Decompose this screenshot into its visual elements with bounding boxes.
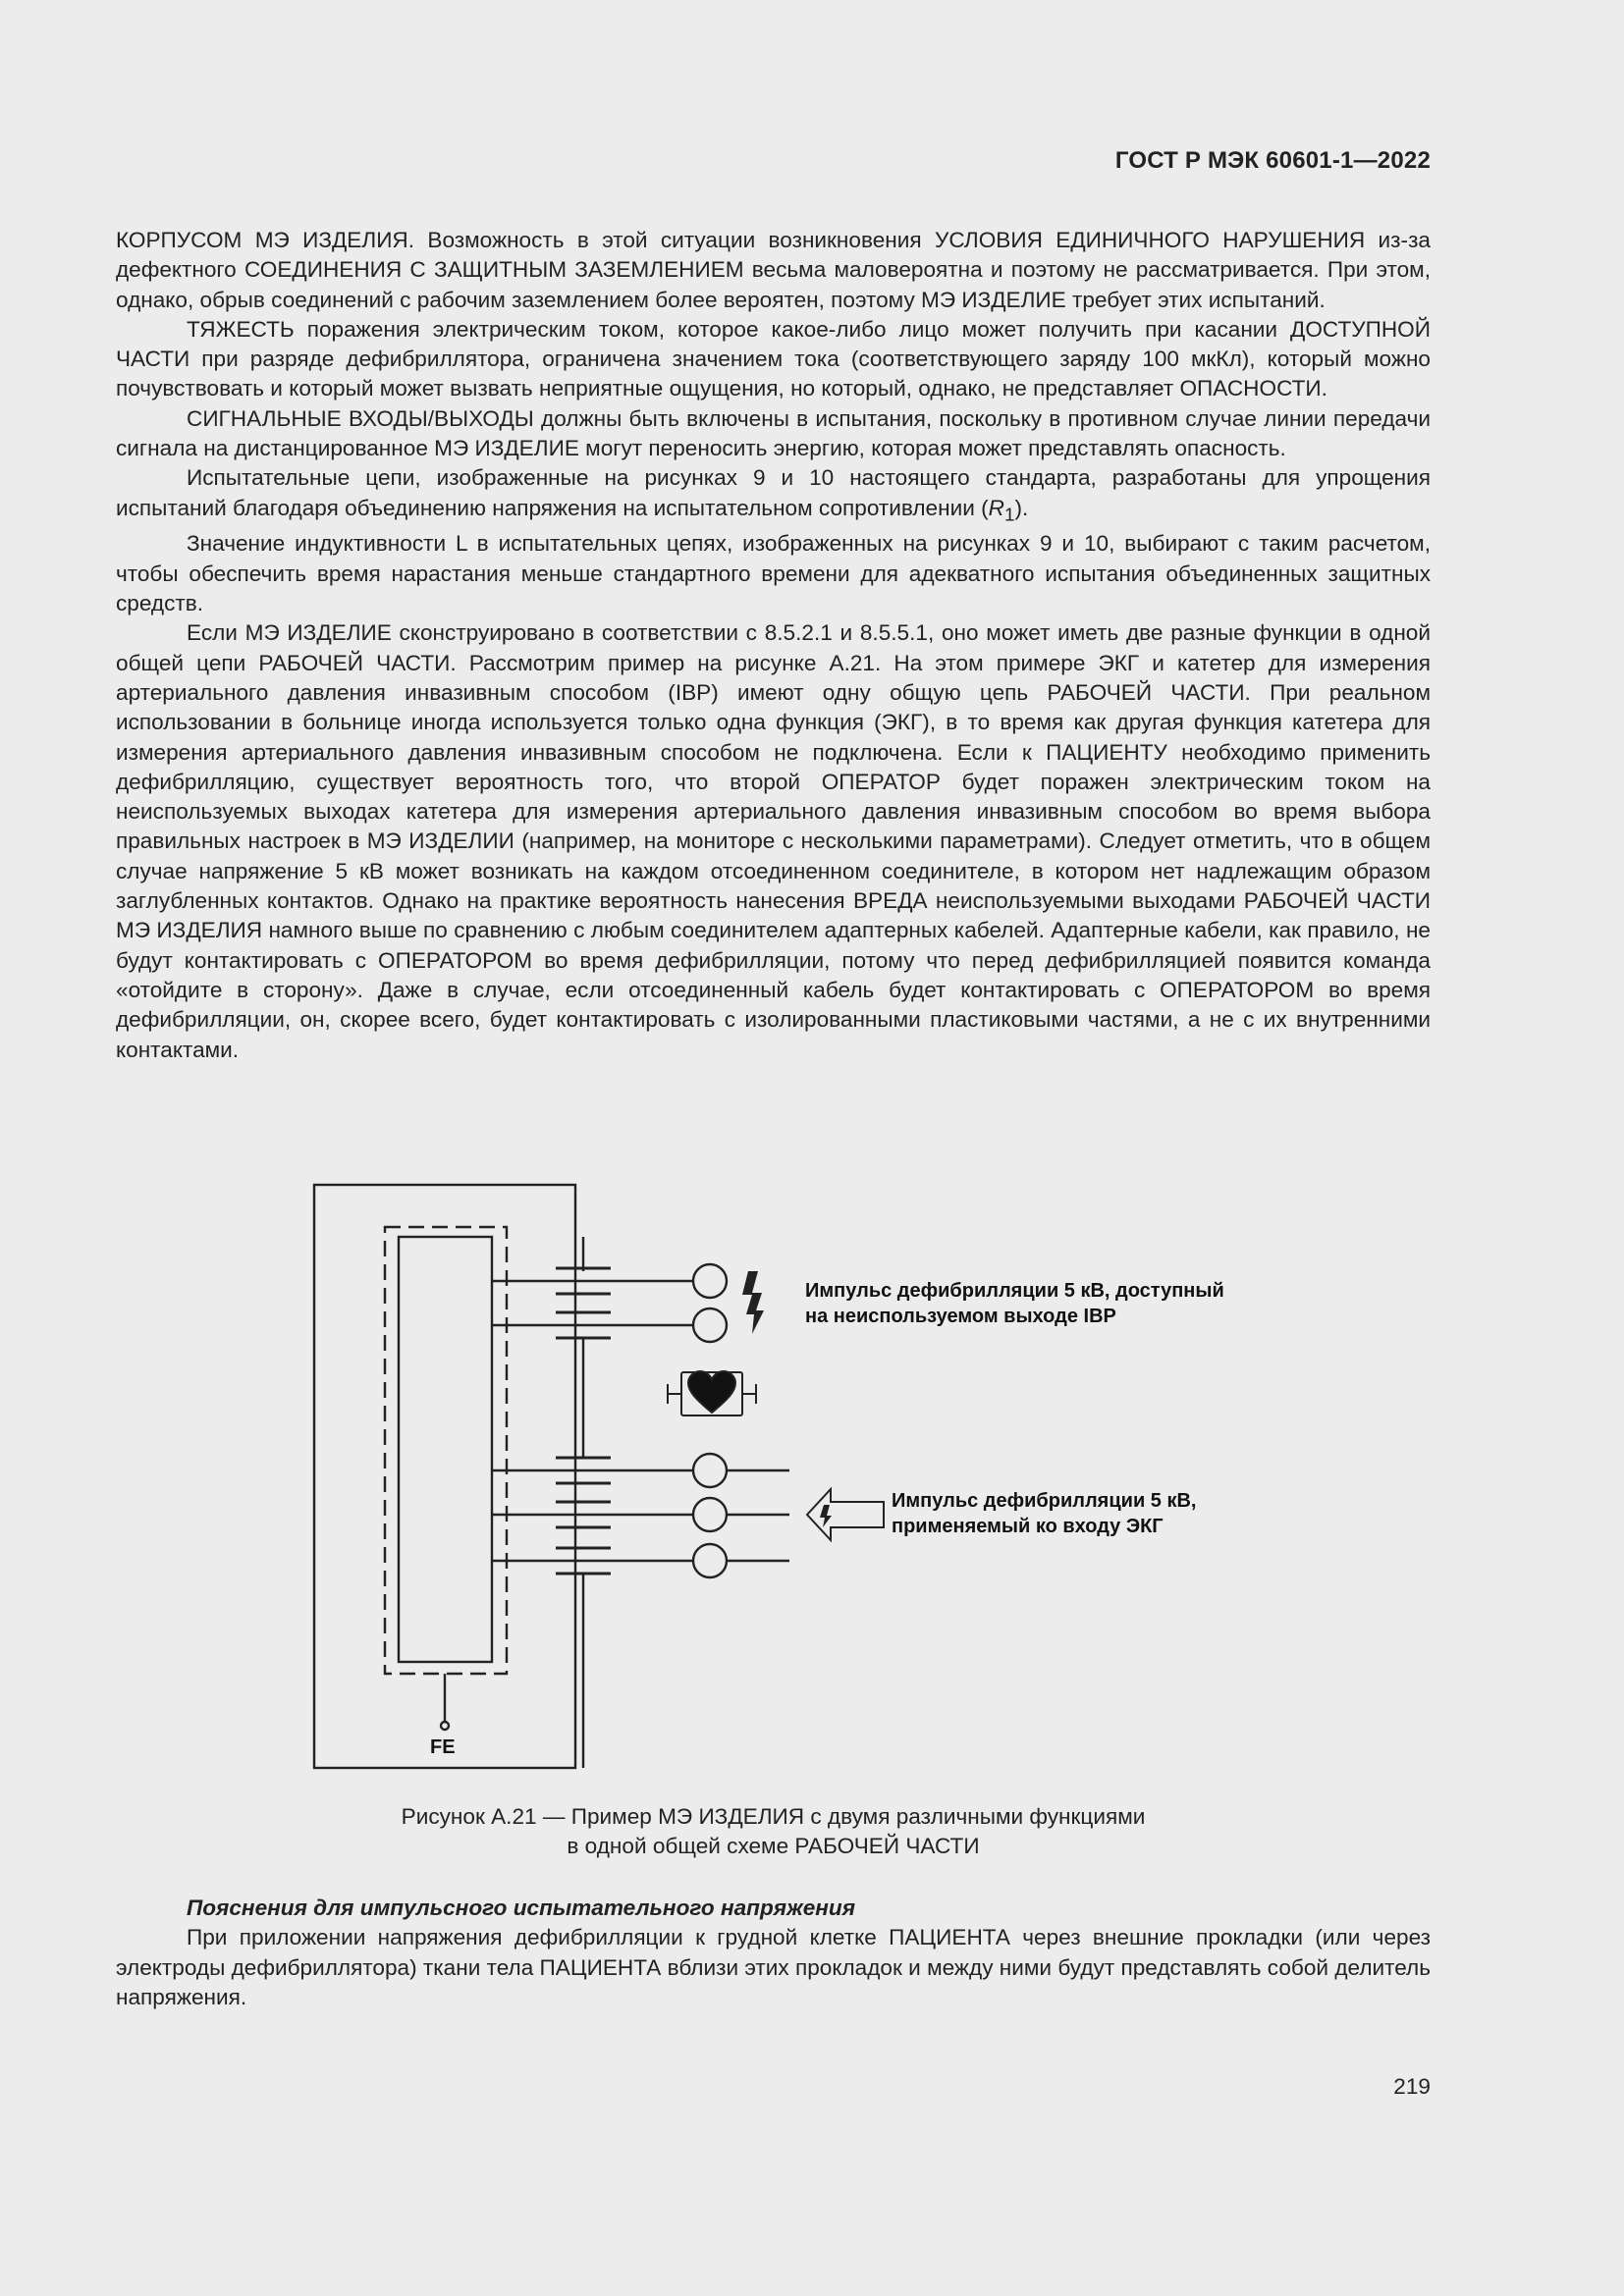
label-ecg-line1: Импульс дефибрилляции 5 кВ, <box>892 1490 1197 1512</box>
figure-a21 <box>295 1173 1276 1782</box>
paragraph-4 <box>116 463 1431 529</box>
caption-line-2: в одной общей схеме РАБОЧЕЙ ЧАСТИ <box>567 1834 980 1859</box>
heart-defib-icon <box>668 1371 756 1415</box>
paragraph-5: Значение индуктивности L в испытательных цепях, изображенных на рисунках 9 и 10, выбирают с таким расчетом, чтобы обеспечить время нарастания меньше стандартного времени для адекватного испытания объединенных защитных средств. <box>116 531 1431 616</box>
label-ecg-line2: применяемый ко входу ЭКГ <box>892 1516 1164 1537</box>
figure-caption <box>116 1802 1431 1862</box>
paragraph-3: СИГНАЛЬНЫЕ ВХОДЫ/ВЫХОДЫ должны быть включены в испытания, поскольку в противном случае линии передачи сигнала на дистанцированное МЭ ИЗДЕЛИЕ могут переносить энергию, которая может представлять опасность. <box>116 405 1431 461</box>
label-fe: FE <box>430 1736 456 1758</box>
connector-ecg-2 <box>693 1498 727 1531</box>
fe-terminal <box>441 1722 449 1730</box>
notes-heading: Пояснения для импульсного испытательного напряжения <box>187 1896 856 1920</box>
paragraph-6: Если МЭ ИЗДЕЛИЕ сконструировано в соответствии с 8.5.2.1 и 8.5.5.1, оно может иметь две разные функции в одной общей цепи РАБОЧЕЙ ЧАСТИ. Рассмотрим пример на рисунке А.21. На этом примере ЭКГ и катетер для измерения артериального давления инвазивным способом (IBP) имеют одну общую цепь РАБОЧЕЙ ЧАСТИ. При реальном использовании в больнице иногда используется только одна функция (ЭКГ), в то время как другая функция катетера для измерения артериального давления инвазивным способом не подключена. Если к ПАЦИЕНТУ необходимо применить дефибрилляцию, существует вероятность того, что второй ОПЕРАТОР будет поражен электрическим током на неиспользуемых выходах катетера для измерения артериального давления инвазивным способом во время выбора правильных настроек в МЭ ИЗДЕЛИИ (например, на мониторе с несколькими параметрами). Следует отметить, что в общем случае напряжение 5 кВ может возникать на каждом отсоединенном соединителе, в котором нет надлежащим образом заглубленных контактов. Однако на практике вероятность нанесения ВРЕДА неиспользуемыми выходами РАБОЧЕЙ ЧАСТИ МЭ ИЗДЕЛИЯ намного выше по сравнению с любым соединителем адаптерных кабелей. Адаптерные кабели, как правило, не будут контактировать с ОПЕРАТОРОМ во время дефибрилляции, потому что перед дефибрилляцией появится команда «отойдите в сторону». Даже в случае, если отсоединенный кабель будет контактировать с ОПЕРАТОРОМ во время дефибрилляции, он, скорее всего, будет контактировать с изолированными пластиковыми частями, а не с их внутренними контактами. <box>116 620 1431 1062</box>
circuit-diagram <box>295 1173 1276 1782</box>
page-number: 219 <box>1393 2074 1431 2099</box>
paragraph-4-end: ). <box>1014 495 1029 520</box>
paragraph-2: ТЯЖЕСТЬ поражения электрическим током, которое какое-либо лицо может получить при касании ДОСТУПНОЙ ЧАСТИ при разряде дефибриллятора, ограничена значением тока (соответствующего заряду 100 мкКл), который можно почувствовать и который может вызвать неприятные ощущения, но который, однако, не представляет ОПАСНОСТИ. <box>116 316 1431 401</box>
caption-line-1: Рисунок А.21 — Пример МЭ ИЗДЕЛИЯ с двумя различными функциями <box>401 1804 1146 1829</box>
resistance-symbol: R <box>988 495 1004 520</box>
notes-text: При приложении напряжения дефибрилляции к грудной клетке ПАЦИЕНТА через внешние прокладки (или через электроды дефибриллятора) ткани тела ПАЦИЕНТА вблизи этих прокладок и между ними будут представлять собой делитель напряжения. <box>116 1925 1431 2009</box>
resistance-subscript: 1 <box>1003 504 1015 525</box>
document-header: ГОСТ Р МЭК 60601-1—2022 <box>1114 147 1431 174</box>
label-ibp-line2: на неиспользуемом выходе IBP <box>805 1306 1116 1327</box>
connector-ecg-1 <box>693 1454 727 1487</box>
label-ibp-line1: Импульс дефибрилляции 5 кВ, доступный <box>805 1280 1224 1302</box>
applied-part-block <box>399 1237 492 1662</box>
body-text <box>116 226 1431 1065</box>
lightning-bolt-icon <box>742 1271 764 1334</box>
notes-section <box>116 1894 1431 2012</box>
connector-ibp-1 <box>693 1264 727 1298</box>
hollow-arrow-icon <box>807 1489 884 1540</box>
paragraph-4-text: Испытательные цепи, изображенные на рисунках 9 и 10 настоящего стандарта, разработаны для упрощения испытаний благодаря объединению напряжения на испытательном сопротивлении ( <box>116 465 1431 520</box>
connector-ecg-3 <box>693 1544 727 1577</box>
paragraph-1: КОРПУСОМ МЭ ИЗДЕЛИЯ. Возможность в этой ситуации возникновения УСЛОВИЯ ЕДИНИЧНОГО НАРУШЕНИЯ из-за дефектного СОЕДИНЕНИЯ С ЗАЩИТНЫМ ЗАЗЕМЛЕНИЕМ весьма маловероятна и поэтому не рассматривается. При этом, однако, обрыв соединений с рабочим заземлением более вероятен, поэтому МЭ ИЗДЕЛИЕ требует этих испытаний. <box>116 228 1431 312</box>
applied-part-boundary <box>385 1227 507 1674</box>
connector-ibp-2 <box>693 1308 727 1342</box>
